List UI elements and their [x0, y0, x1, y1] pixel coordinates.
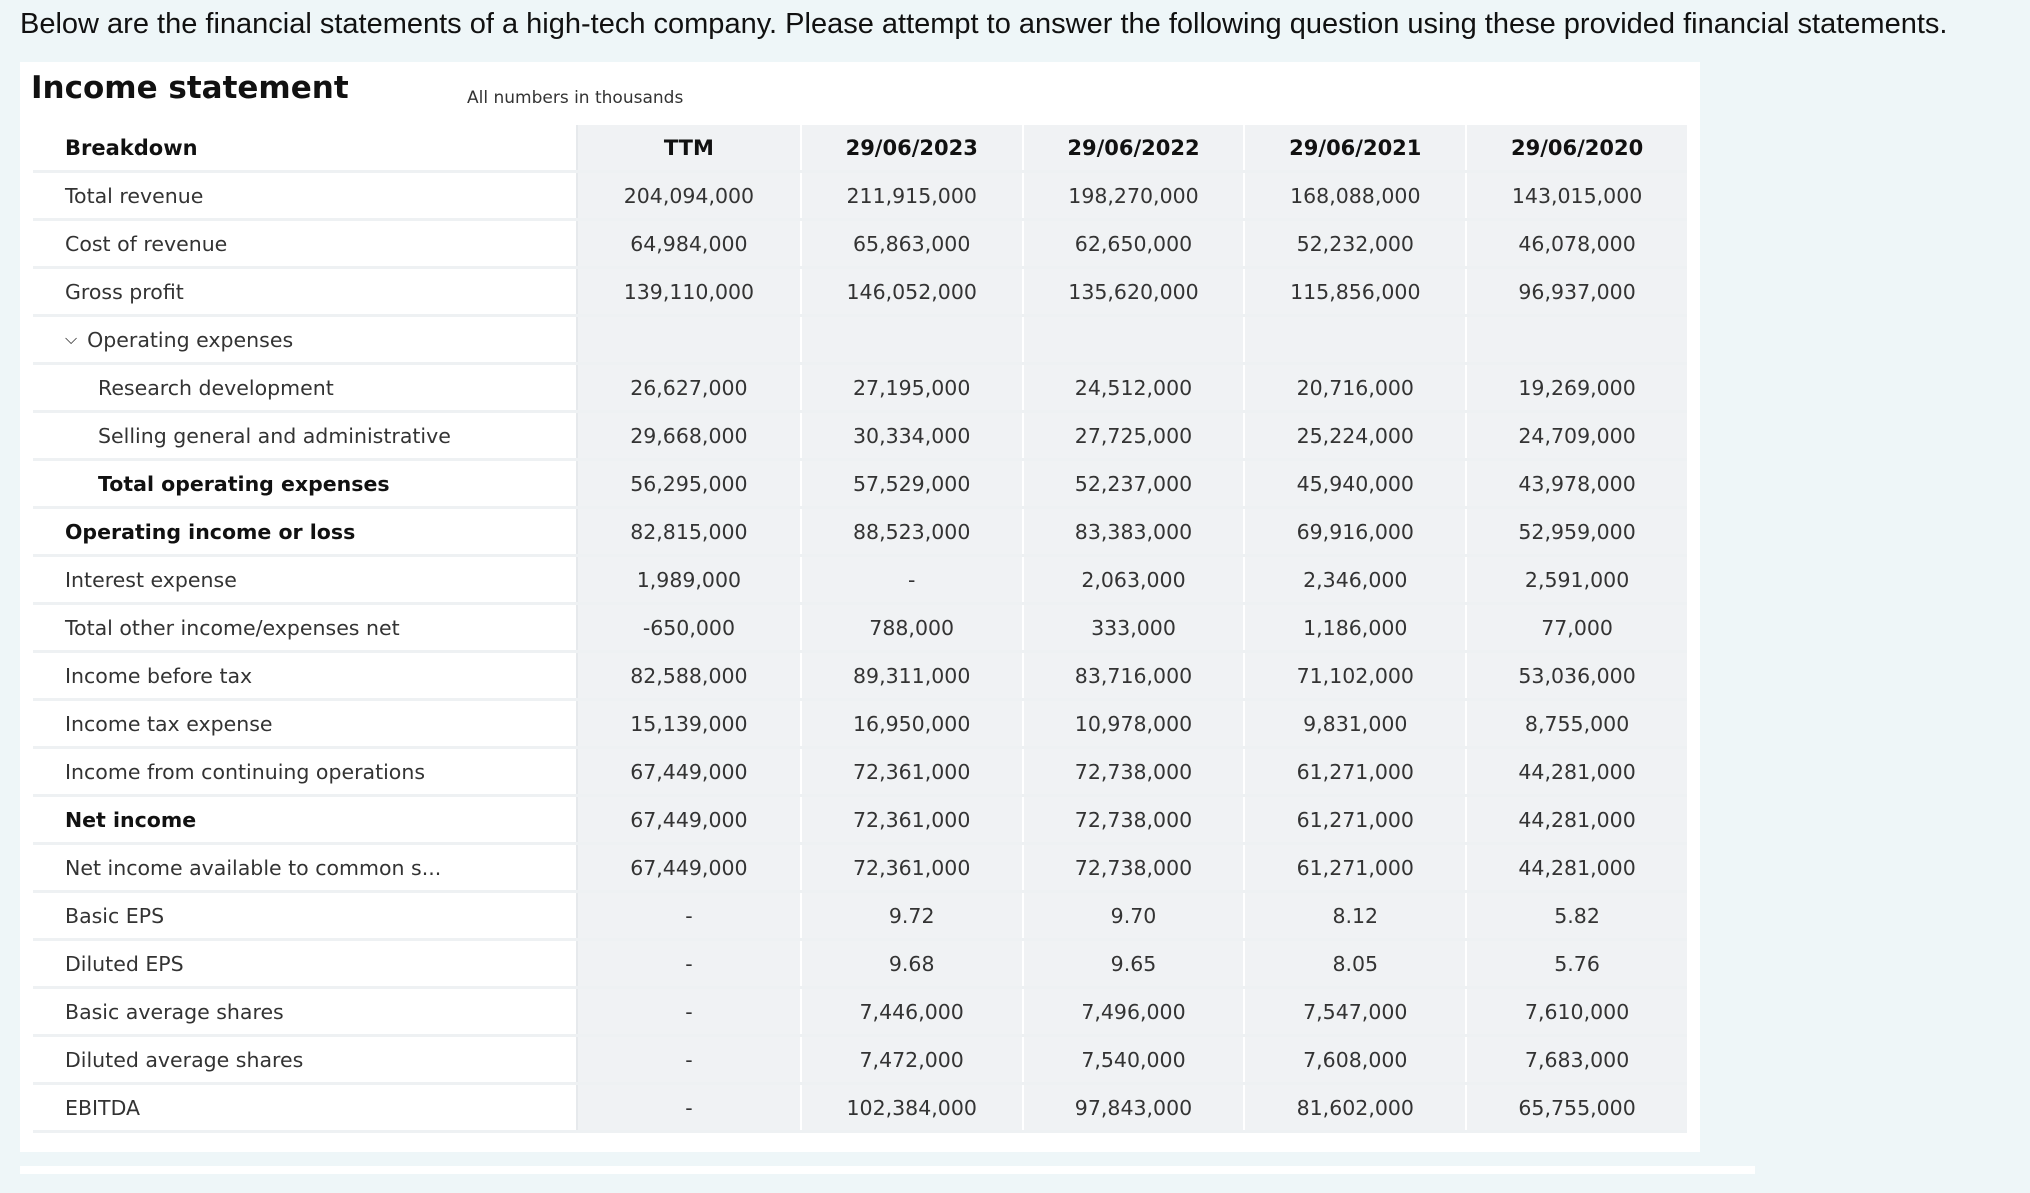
question-prompt: Below are the financial statements of a high-tech company. Please attempt to answer the following question using these provided financial statements.: [20, 8, 1948, 40]
header-breakdown: Breakdown: [33, 125, 578, 170]
row-value: 89,311,000: [800, 653, 1022, 698]
row-value: 10,978,000: [1022, 701, 1244, 746]
table-row: [33, 605, 1687, 653]
row-value: 72,738,000: [1022, 749, 1244, 794]
row-label: Diluted EPS: [33, 941, 578, 986]
row-value: [800, 317, 1022, 362]
row-value: 62,650,000: [1022, 221, 1244, 266]
row-value: 65,863,000: [800, 221, 1022, 266]
row-value: 7,683,000: [1465, 1037, 1687, 1082]
table-row: [33, 365, 1687, 413]
table-row: [33, 749, 1687, 797]
row-label: Operating income or loss: [33, 509, 578, 554]
row-value: 52,237,000: [1022, 461, 1244, 506]
row-label: Cost of revenue: [33, 221, 578, 266]
row-value: -: [578, 941, 800, 986]
row-value: -: [578, 1085, 800, 1130]
header-2023: 29/06/2023: [800, 125, 1022, 170]
bottom-divider: [20, 1166, 1755, 1174]
row-label: Income tax expense: [33, 701, 578, 746]
row-value: 44,281,000: [1465, 749, 1687, 794]
row-value: 72,738,000: [1022, 797, 1244, 842]
row-value: 9.65: [1022, 941, 1244, 986]
statement-subtitle: All numbers in thousands: [467, 88, 684, 108]
row-value: 9,831,000: [1243, 701, 1465, 746]
row-value: 8.12: [1243, 893, 1465, 938]
income-statement-card: [20, 62, 1700, 1152]
table-row: [33, 701, 1687, 749]
table-row: [33, 269, 1687, 317]
row-value: 5.76: [1465, 941, 1687, 986]
row-value: 65,755,000: [1465, 1085, 1687, 1130]
row-value: -650,000: [578, 605, 800, 650]
row-value: 61,271,000: [1243, 749, 1465, 794]
row-value: 25,224,000: [1243, 413, 1465, 458]
row-value: 7,472,000: [800, 1037, 1022, 1082]
row-value: 7,610,000: [1465, 989, 1687, 1034]
row-value: 64,984,000: [578, 221, 800, 266]
row-label: Diluted average shares: [33, 1037, 578, 1082]
row-value: [1465, 317, 1687, 362]
row-value: 139,110,000: [578, 269, 800, 314]
row-value: 96,937,000: [1465, 269, 1687, 314]
row-label: Interest expense: [33, 557, 578, 602]
table-row: [33, 173, 1687, 221]
row-value: 69,916,000: [1243, 509, 1465, 554]
row-value: 67,449,000: [578, 845, 800, 890]
row-label: Gross profit: [33, 269, 578, 314]
row-value: [578, 317, 800, 362]
table-row: [33, 413, 1687, 461]
row-value: 61,271,000: [1243, 797, 1465, 842]
row-label: Basic average shares: [33, 989, 578, 1034]
row-value: 135,620,000: [1022, 269, 1244, 314]
row-value: 53,036,000: [1465, 653, 1687, 698]
table-row: [33, 653, 1687, 701]
table-row: [33, 557, 1687, 605]
row-value: 9.70: [1022, 893, 1244, 938]
row-value: 72,361,000: [800, 749, 1022, 794]
row-label: Operating expenses: [87, 327, 294, 352]
header-2021: 29/06/2021: [1243, 125, 1465, 170]
row-value: 8,755,000: [1465, 701, 1687, 746]
table-header-row: [33, 125, 1687, 173]
row-value: -: [578, 893, 800, 938]
table-row: [33, 1037, 1687, 1085]
row-label: Basic EPS: [33, 893, 578, 938]
header-ttm: TTM: [578, 125, 800, 170]
row-value: -: [578, 989, 800, 1034]
table-row: [33, 797, 1687, 845]
row-value: 9.72: [800, 893, 1022, 938]
row-value: 77,000: [1465, 605, 1687, 650]
row-label: Research development: [33, 365, 578, 410]
row-value: 143,015,000: [1465, 173, 1687, 218]
row-value: 82,815,000: [578, 509, 800, 554]
row-value: 7,446,000: [800, 989, 1022, 1034]
row-value: 43,978,000: [1465, 461, 1687, 506]
row-value: 71,102,000: [1243, 653, 1465, 698]
row-value: 61,271,000: [1243, 845, 1465, 890]
row-value: [1022, 317, 1244, 362]
row-value: 211,915,000: [800, 173, 1022, 218]
row-value: 52,232,000: [1243, 221, 1465, 266]
operating-expenses-group-row[interactable]: [33, 317, 1687, 365]
row-value: 27,725,000: [1022, 413, 1244, 458]
row-value: 81,602,000: [1243, 1085, 1465, 1130]
table-row: [33, 221, 1687, 269]
row-label: Income from continuing operations: [33, 749, 578, 794]
row-label: Total revenue: [33, 173, 578, 218]
table-row: [33, 1085, 1687, 1133]
row-value: 67,449,000: [578, 797, 800, 842]
row-value: 102,384,000: [800, 1085, 1022, 1130]
row-value: 72,361,000: [800, 797, 1022, 842]
row-label: EBITDA: [33, 1085, 578, 1130]
row-value: 7,496,000: [1022, 989, 1244, 1034]
row-value: 24,709,000: [1465, 413, 1687, 458]
row-value: 72,738,000: [1022, 845, 1244, 890]
statement-title: Income statement: [31, 70, 349, 106]
row-value: 1,989,000: [578, 557, 800, 602]
row-value: 7,547,000: [1243, 989, 1465, 1034]
row-label: Selling general and administrative: [33, 413, 578, 458]
row-value: 1,186,000: [1243, 605, 1465, 650]
row-label: Income before tax: [33, 653, 578, 698]
row-value: 24,512,000: [1022, 365, 1244, 410]
row-value: 15,139,000: [578, 701, 800, 746]
row-value: 30,334,000: [800, 413, 1022, 458]
row-value: 52,959,000: [1465, 509, 1687, 554]
row-value: 19,269,000: [1465, 365, 1687, 410]
row-value: 27,195,000: [800, 365, 1022, 410]
row-value: 2,346,000: [1243, 557, 1465, 602]
row-value: 20,716,000: [1243, 365, 1465, 410]
row-value: [1243, 317, 1465, 362]
row-value: -: [800, 557, 1022, 602]
row-value: 26,627,000: [578, 365, 800, 410]
row-value: 56,295,000: [578, 461, 800, 506]
header-2020: 29/06/2020: [1465, 125, 1687, 170]
row-value: 29,668,000: [578, 413, 800, 458]
chevron-down-icon[interactable]: ⌵: [65, 328, 78, 348]
row-value: 44,281,000: [1465, 845, 1687, 890]
row-value: 788,000: [800, 605, 1022, 650]
row-value: -: [578, 1037, 800, 1082]
row-value: 83,383,000: [1022, 509, 1244, 554]
row-label: Net income available to common s...: [33, 845, 578, 890]
table-row: [33, 845, 1687, 893]
row-value: 168,088,000: [1243, 173, 1465, 218]
row-value: 44,281,000: [1465, 797, 1687, 842]
row-value: 8.05: [1243, 941, 1465, 986]
row-value: 7,608,000: [1243, 1037, 1465, 1082]
row-value: 45,940,000: [1243, 461, 1465, 506]
row-value: 9.68: [800, 941, 1022, 986]
income-statement-table: [33, 125, 1687, 1193]
table-row: [33, 461, 1687, 509]
row-label: Total other income/expenses net: [33, 605, 578, 650]
row-value: 46,078,000: [1465, 221, 1687, 266]
row-value: 2,063,000: [1022, 557, 1244, 602]
table-row: [33, 509, 1687, 557]
row-value: 67,449,000: [578, 749, 800, 794]
row-value: 115,856,000: [1243, 269, 1465, 314]
table-row: [33, 989, 1687, 1037]
row-value: 2,591,000: [1465, 557, 1687, 602]
row-value: 5.82: [1465, 893, 1687, 938]
row-value: 97,843,000: [1022, 1085, 1244, 1130]
header-2022: 29/06/2022: [1022, 125, 1244, 170]
row-value: 72,361,000: [800, 845, 1022, 890]
operating-expenses-toggle[interactable]: [33, 317, 578, 362]
row-value: 204,094,000: [578, 173, 800, 218]
row-value: 82,588,000: [578, 653, 800, 698]
row-value: 7,540,000: [1022, 1037, 1244, 1082]
row-value: 88,523,000: [800, 509, 1022, 554]
table-row: [33, 941, 1687, 989]
row-label: Net income: [33, 797, 578, 842]
row-value: 146,052,000: [800, 269, 1022, 314]
row-label: Total operating expenses: [33, 461, 578, 506]
row-value: 57,529,000: [800, 461, 1022, 506]
row-value: 83,716,000: [1022, 653, 1244, 698]
row-value: 333,000: [1022, 605, 1244, 650]
row-value: 198,270,000: [1022, 173, 1244, 218]
table-row: [33, 893, 1687, 941]
row-value: 16,950,000: [800, 701, 1022, 746]
